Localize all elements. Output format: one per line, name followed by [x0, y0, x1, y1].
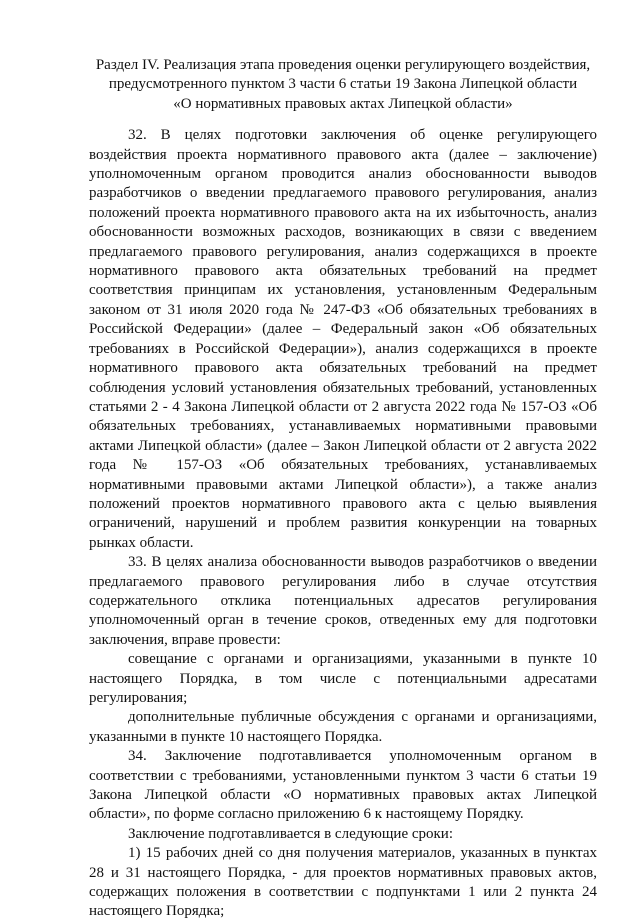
- deadline-item-1: 1) 15 рабочих дней со дня получения материалов, указанных в пунктах 28 и 31 настоящего Порядка, - для проектов нормативных правовых актов, содержащих положения в соответствии с подпунктами 1 или 2 пункта 24 настоящего Порядка;: [89, 845, 597, 920]
- section-heading-line-1: Раздел IV. Реализация этапа проведения оценки регулирующего воздействия,: [95, 57, 591, 73]
- section-heading-line-3: «О нормативных правовых актах Липецкой области»: [173, 95, 513, 112]
- section-heading: [89, 56, 597, 114]
- paragraph-32: 32. В целях подготовки заключения об оценке регулирующего воздействия проекта нормативного правового акта (далее – заключение) уполномоченным органом проводится анализ обоснованности выводов разработчиков о введении предлагаемого правового регулирования, анализ положений проекта нормативного правового акта на их избыточность, анализ обоснованности возможных расходов, возникающих в связи с введением предлагаемого правового регулирования, анализ содержащихся в проекте нормативного правового акта обязательных требований на предмет соответствия принципам их установления, установленным Федеральным законом от 31 июля 2020 года № 247-ФЗ «Об обязательных требованиях в Российской Федерации» (далее – Федеральный закон «Об обязательных требованиях в Российской Федерации»), анализ содержащихся в проекте нормативного правового акта обязательных требований на предмет соблюдения условий установления обязательных требований, установленных статьями 2 - 4 Закона Липецкой области от 2 августа 2022 года № 157-ОЗ «Об обязательных требованиях, устанавливаемых нормативными правовыми актами Липецкой области» (далее – Закон Липецкой области от 2 августа 2022 года № 157-ОЗ «Об обязательных требованиях, устанавливаемых нормативными правовыми актами Липецкой области»), а также анализ положений проектов нормативного правового акта с целью выявления ограничений, нарушений и проблем развития конкуренции на товарных рынках области.: [89, 127, 597, 551]
- paragraph-34: 34. Заключение подготавливается уполномоченным органом в соответствии с требованиями, установленными пунктом 3 части 6 статьи 19 Закона Липецкой области «О нормативных правовых актах Липецкой области», по форме согласно приложению 6 к настоящему Порядку.: [89, 748, 597, 823]
- paragraph-33: 33. В целях анализа обоснованности выводов разработчиков о введении предлагаемого правового регулирования либо в случае отсутствия содержательного отклика потенциальных адресатов регулирования уполномоченный орган в течение сроков, отведенных ему для подготовки заключения, вправе провести:: [89, 554, 597, 648]
- document-page: [89, 56, 597, 922]
- list-item-meeting: совещание с органами и организациями, указанными в пункте 10 настоящего Порядка, в том числе с потенциальными адресатами регулирования;: [89, 651, 597, 706]
- deadlines-intro: Заключение подготавливается в следующие сроки:: [128, 825, 453, 842]
- list-item-public-discussion: дополнительные публичные обсуждения с органами и организациями, указанными в пункте 10 настоящего Порядка.: [89, 709, 597, 745]
- section-heading-line-2: предусмотренного пунктом 3 части 6 статьи 19 Закона Липецкой области: [108, 76, 578, 93]
